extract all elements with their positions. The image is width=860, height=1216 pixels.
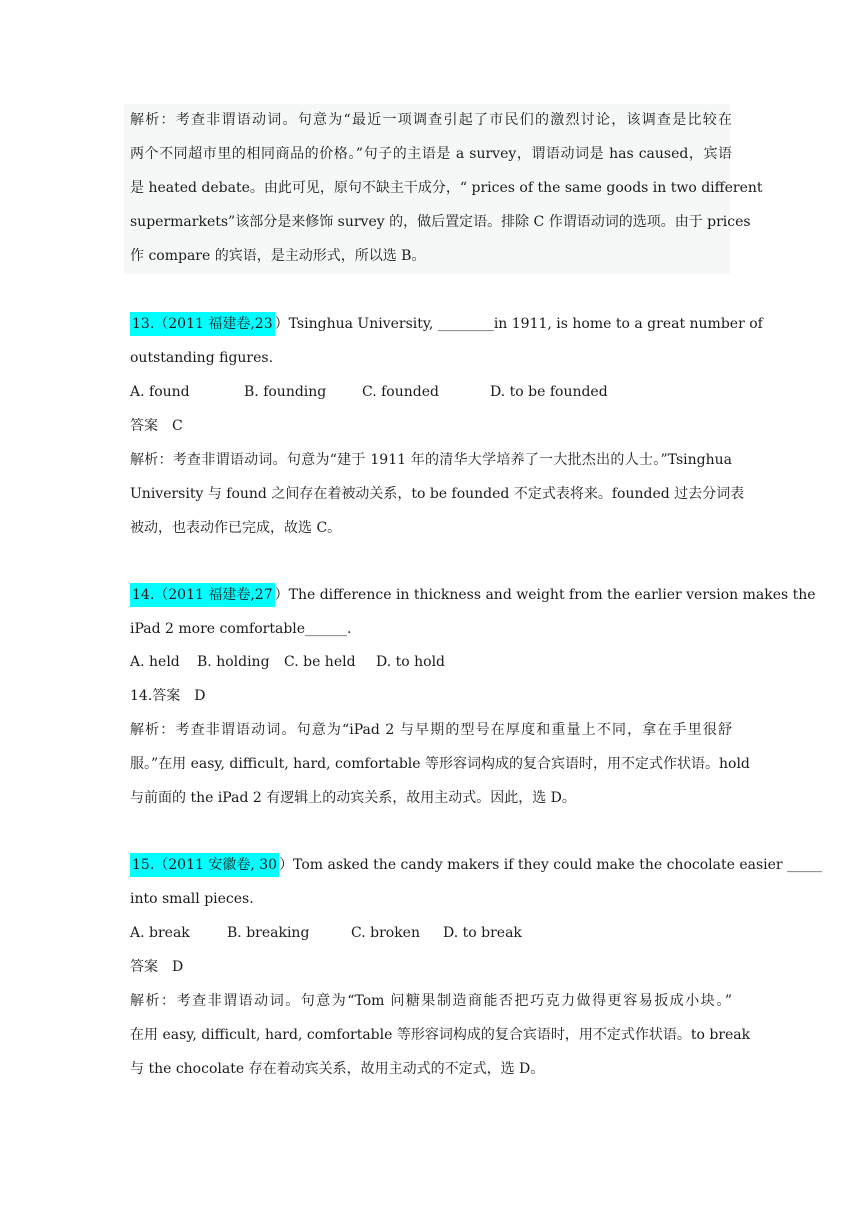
analysis-12-line-5: 作 compare 的宾语，是主动形式，所以选 B。: [130, 248, 426, 264]
question-13-stem: [130, 314, 763, 334]
question-15-answer: 答案 D: [130, 959, 184, 975]
question-15-option-d: D. to break: [443, 925, 522, 941]
question-13-option-b: B. founding: [244, 384, 327, 400]
question-13-answer: 答案 C: [130, 418, 183, 434]
analysis-12-line-2: 两个不同超市里的相同商品的价格。”句子的主语是 a survey，谓语动词是 has caused，宾语: [130, 146, 732, 162]
analysis-12-line-3: 是 heated debate。由此可见，原句不缺主干成分，“ prices of the same goods in two different: [130, 180, 763, 196]
question-13-option-a: A. found: [130, 384, 190, 400]
question-15-stem-text: ）Tom asked the candy makers if they could make the chocolate easier _____: [279, 857, 823, 873]
question-14-option-b: B. holding: [197, 654, 270, 670]
question-15-stem: [130, 855, 823, 875]
question-13-analysis-line-1: 解析：考查非谓语动词。句意为“建于 1911 年的清华大学培养了一大批杰出的人士。”Tsinghua: [130, 452, 732, 468]
question-14-tag: 14.（2011 福建卷,27: [130, 583, 275, 607]
analysis-12-line-4: supermarkets”该部分是来修饰 survey 的，做后置定语。排除 C 作谓语动词的选项。由于 prices: [130, 214, 751, 230]
question-13-stem-line-2: outstanding figures.: [130, 350, 274, 366]
analysis-12-line-1: 解析：考查非谓语动词。句意为“最近一项调查引起了市民们的激烈讨论，该调查是比较在: [130, 112, 732, 128]
question-15-analysis-line-2: 在用 easy, difficult, hard, comfortable 等形容词构成的复合宾语时，用不定式作状语。to break: [130, 1027, 751, 1043]
question-14-option-a: A. held: [130, 654, 180, 670]
question-13-stem-text: ）Tsinghua University, ________in 1911, is home to a great number of: [274, 316, 763, 332]
question-13-option-d: D. to be founded: [490, 384, 608, 400]
question-14-option-d: D. to hold: [376, 654, 446, 670]
question-14-option-c: C. be held: [284, 654, 356, 670]
question-13-analysis-line-3: 被动，也表动作已完成，故选 C。: [130, 520, 342, 536]
question-14-analysis-line-1: 解析：考查非谓语动词。句意为“iPad 2 与早期的型号在厚度和重量上不同，拿在手里很舒: [130, 722, 732, 738]
question-14-analysis-line-2: 服。”在用 easy, difficult, hard, comfortable 等形容词构成的复合宾语时，用不定式作状语。hold: [130, 756, 750, 772]
question-15-option-b: B. breaking: [227, 925, 310, 941]
question-13-analysis-line-2: University 与 found 之间存在着被动关系，to be founded 不定式表将来。founded 过去分词表: [130, 486, 745, 502]
question-15-analysis-line-1: 解析：考查非谓语动词。句意为“Tom 问糖果制造商能否把巧克力做得更容易扳成小块。”: [130, 993, 732, 1009]
question-15-stem-line-2: into small pieces.: [130, 891, 254, 907]
question-13-option-c: C. founded: [362, 384, 439, 400]
question-15-option-a: A. break: [130, 925, 190, 941]
question-15-option-c: C. broken: [351, 925, 420, 941]
question-15-analysis-line-3: 与 the chocolate 存在着动宾关系，故用主动式的不定式，选 D。: [130, 1061, 545, 1077]
question-14-stem: [130, 585, 816, 605]
question-14-answer: 14.答案 D: [130, 688, 206, 704]
question-14-analysis-line-3: 与前面的 the iPad 2 有逻辑上的动宾关系，故用主动式。因此，选 D。: [130, 790, 576, 806]
question-15-tag: 15.（2011 安徽卷, 30: [130, 853, 279, 877]
question-13-tag: 13.（2011 福建卷,23: [130, 312, 275, 336]
question-14-stem-line-2: iPad 2 more comfortable______.: [130, 621, 352, 637]
question-14-stem-text: ）The difference in thickness and weight from the earlier version makes the: [274, 587, 816, 603]
